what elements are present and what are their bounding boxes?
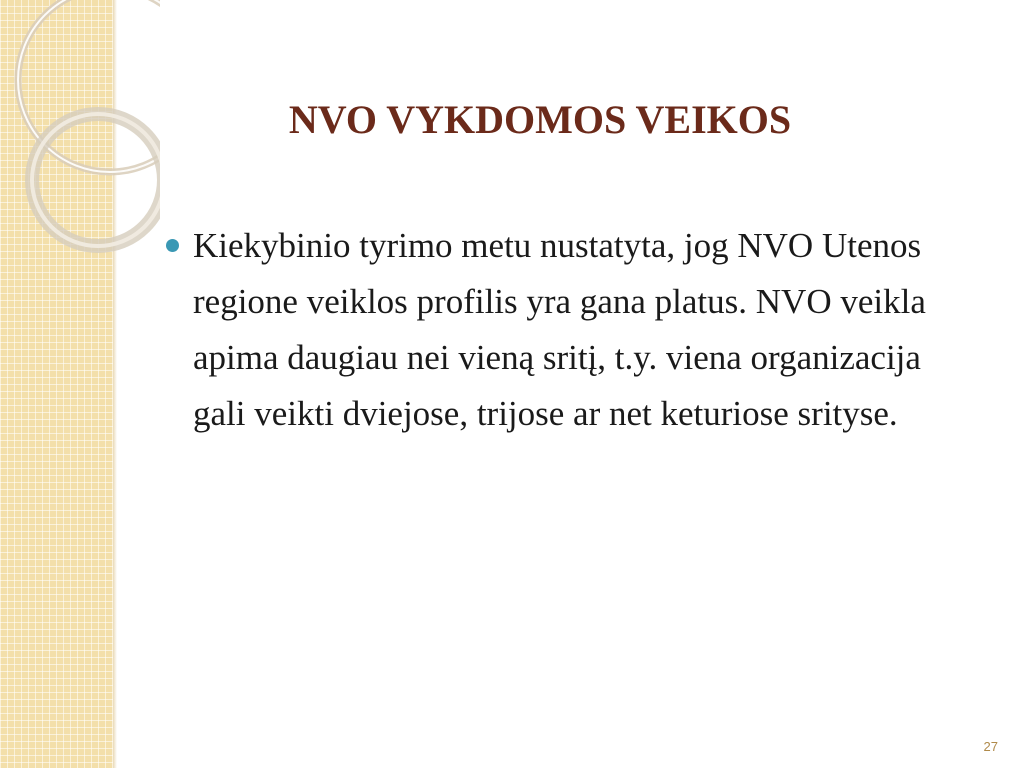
bullet-list xyxy=(162,218,962,442)
list-item xyxy=(162,218,962,442)
bullet-dot-icon xyxy=(166,239,179,252)
slide-title: NVO VYKDOMOS VEIKOS xyxy=(288,97,792,142)
page-number: 27 xyxy=(983,739,998,754)
decorative-circles xyxy=(0,0,160,260)
bullet-text: Kiekybinio tyrimo metu nustatyta, jog NVO Utenos regione veiklos profilis yra gana platus. NVO veikla apima daugiau nei vieną sritį, t.y. viena organizacija gali veikti dviejose, trijose ar net keturiose srityse. xyxy=(193,226,926,433)
